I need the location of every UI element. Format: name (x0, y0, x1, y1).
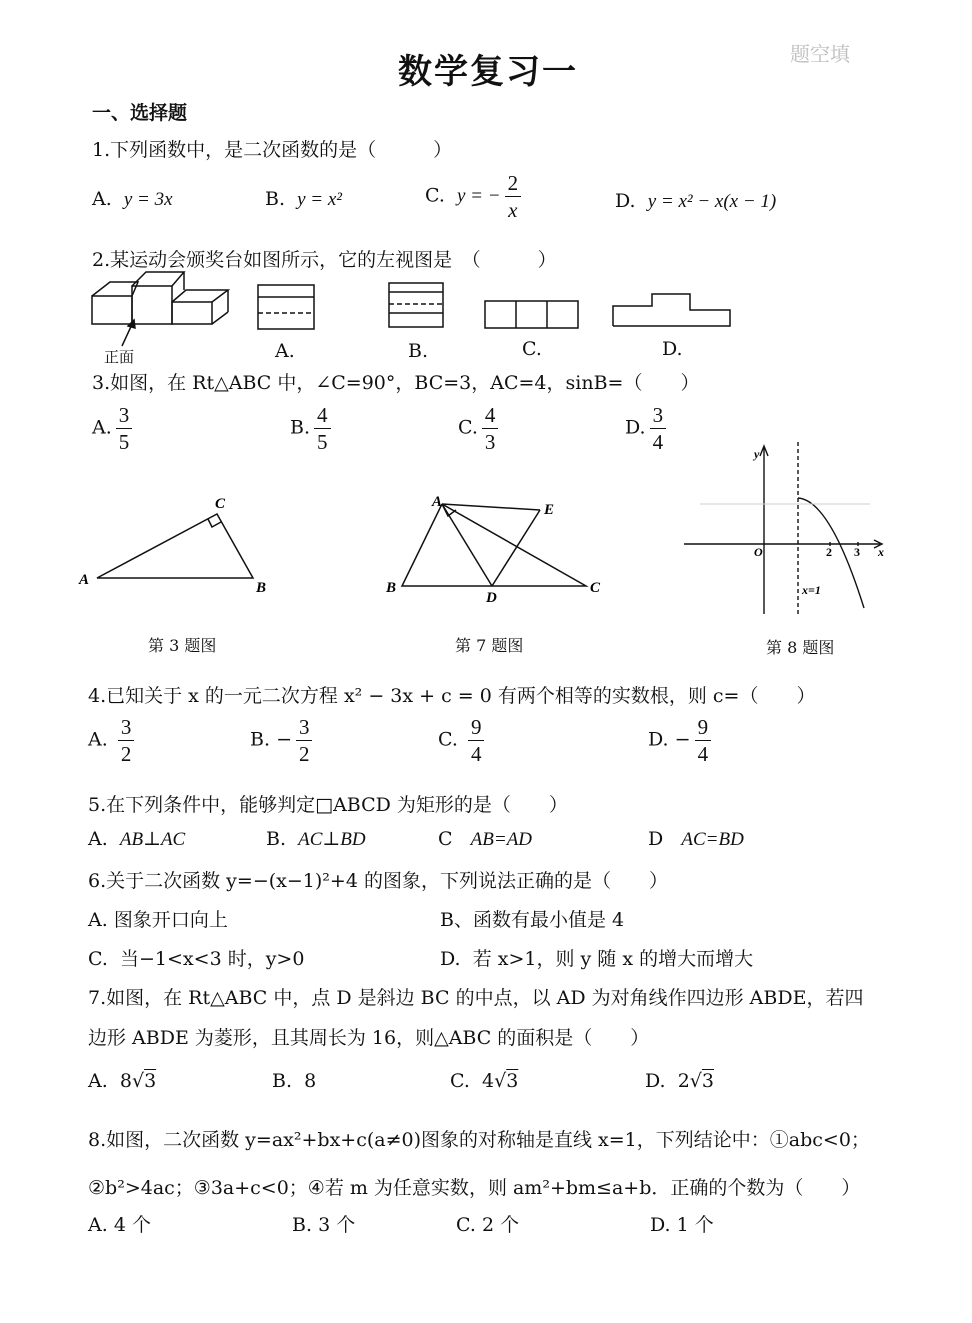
fig8-label-o: O (754, 545, 763, 559)
fig7-rhombus (380, 492, 605, 607)
fig7-label-c: C (590, 580, 601, 596)
q2-option-d-label: D. (662, 338, 683, 360)
q4-option-b: B. − $\frac{3}{2}$ (250, 716, 316, 765)
q4-option-d: D. − $\frac{9}{4}$ (648, 716, 715, 765)
fig8-tick-3: 3 (854, 545, 860, 559)
q6-option-d: D. 若 x>1，则 y 随 x 的增大而增大 (440, 948, 754, 970)
fig8-axis-label: x=1 (802, 583, 821, 597)
q5-option-d: D AC=BD (648, 828, 744, 850)
q2-view-a (255, 282, 317, 332)
q1-stem: 1.下列函数中，是二次函数的是（ ） (92, 139, 453, 161)
fig3-label-a: A (79, 572, 90, 588)
q8-option-c: C. 2 个 (456, 1214, 520, 1236)
q3-option-b: B. $\frac{4}{5}$ (290, 404, 335, 453)
q8-stem-line1: 8.如图，二次函数 y=ax²+bx+c(a≠0)图象的对称轴是直线 x=1，下列结论中：①abc<0； (88, 1129, 870, 1151)
fig8-tick-2: 2 (826, 545, 832, 559)
q8-stem-line2: ②b²>4ac；③3a+c<0；④若 m 为任意实数，则 am²+bm≤a+b．正确的个数为（ ） (88, 1177, 861, 1199)
fig8-parabola-graph (680, 438, 890, 618)
q7-stem-line2: 边形 ABDE 为菱形，且其周长为 16，则△ABC 的面积是（ ） (88, 1027, 650, 1049)
q1-option-a: A. y = 3x (92, 188, 173, 210)
fig7-label-e: E (544, 502, 555, 518)
fig3-label-c: C (215, 496, 226, 512)
q2-option-c-label: C. (522, 338, 542, 360)
q5-option-b: B. AC⊥BD (266, 828, 366, 850)
fig3-caption: 第 3 题图 (148, 636, 217, 655)
q5-stem: 5.在下列条件中，能够判定□ABCD 为矩形的是（ ） (88, 794, 568, 816)
section-heading: 一、选择题 (92, 102, 188, 124)
q2-view-c (482, 298, 582, 332)
podium-left-front (92, 296, 132, 324)
q6-option-b: B、函数有最小值是 4 (440, 909, 625, 931)
q3-option-d: D. $\frac{3}{4}$ (625, 404, 670, 453)
q8-option-d: D. 1 个 (650, 1214, 714, 1236)
q7-option-c: C. 4√3 (450, 1070, 519, 1092)
q6-option-a: A. 图象开口向上 (88, 909, 228, 931)
q2-podium-figure (80, 268, 240, 368)
q4-stem: 4.已知关于 x 的一元二次方程 x² − 3x + c = 0 有两个相等的实数根，则 c=（ ） (88, 685, 816, 707)
page-title: 数学复习一 (398, 52, 578, 92)
bleed-through-note: 题空填 (790, 42, 850, 66)
q1-option-b: B. y = x² (265, 188, 342, 210)
q5-option-c: C AB=AD (438, 828, 533, 850)
q3-option-c: C. $\frac{4}{3}$ (458, 404, 502, 453)
q1-option-d: D. y = x² − x(x − 1) (615, 190, 777, 212)
q4-option-a: A. $\frac{3}{2}$ (88, 716, 138, 765)
q5-option-a: A. AB⊥AC (88, 828, 186, 850)
fig7-label-b: B (386, 580, 397, 596)
fig3-label-b: B (256, 580, 267, 596)
fig3-triangle (75, 492, 275, 602)
fig7-label-d: D (486, 590, 497, 606)
q3-stem: 3.如图，在 Rt△ABC 中，∠C=90°，BC=3，AC=4，sinB=（ ） (92, 372, 700, 394)
fig7-caption: 第 7 题图 (455, 636, 524, 655)
q6-option-c: C. 当−1<x<3 时，y>0 (88, 948, 305, 970)
q8-option-a: A. 4 个 (88, 1214, 151, 1236)
fig8-caption: 第 8 题图 (766, 638, 835, 657)
q7-stem-line1: 7.如图，在 Rt△ABC 中，点 D 是斜边 BC 的中点，以 AD 为对角线作四边形 ABDE，若四 (88, 987, 864, 1009)
fig8-label-y: y (754, 447, 760, 461)
q7-option-b: B. 8 (272, 1070, 317, 1092)
podium-right-front (172, 302, 212, 324)
front-label: 正面 (104, 350, 135, 366)
q2-view-b (386, 280, 448, 332)
q6-stem: 6.关于二次函数 y=−(x−1)²+4 的图象，下列说法正确的是（ ） (88, 870, 668, 892)
fig8-label-x: x (878, 545, 884, 559)
q2-stem: 2.某运动会颁奖台如图所示，它的左视图是 （ ） (92, 249, 557, 271)
q3-option-a: A. $\frac{3}{5}$ (92, 404, 136, 453)
podium-center-front (132, 286, 172, 324)
fig7-label-a: A (432, 494, 443, 510)
q8-option-b: B. 3 个 (292, 1214, 356, 1236)
q1-option-c: C. y = − $\frac{2}{x}$ (425, 172, 525, 221)
q7-option-a: A. 8√3 (88, 1070, 157, 1092)
q4-option-c: C. $\frac{9}{4}$ (438, 716, 488, 765)
q2-option-b-label: B. (408, 340, 429, 362)
q7-option-d: D. 2√3 (645, 1070, 714, 1092)
q2-view-d (610, 290, 735, 330)
q2-option-a-label: A. (275, 340, 295, 362)
